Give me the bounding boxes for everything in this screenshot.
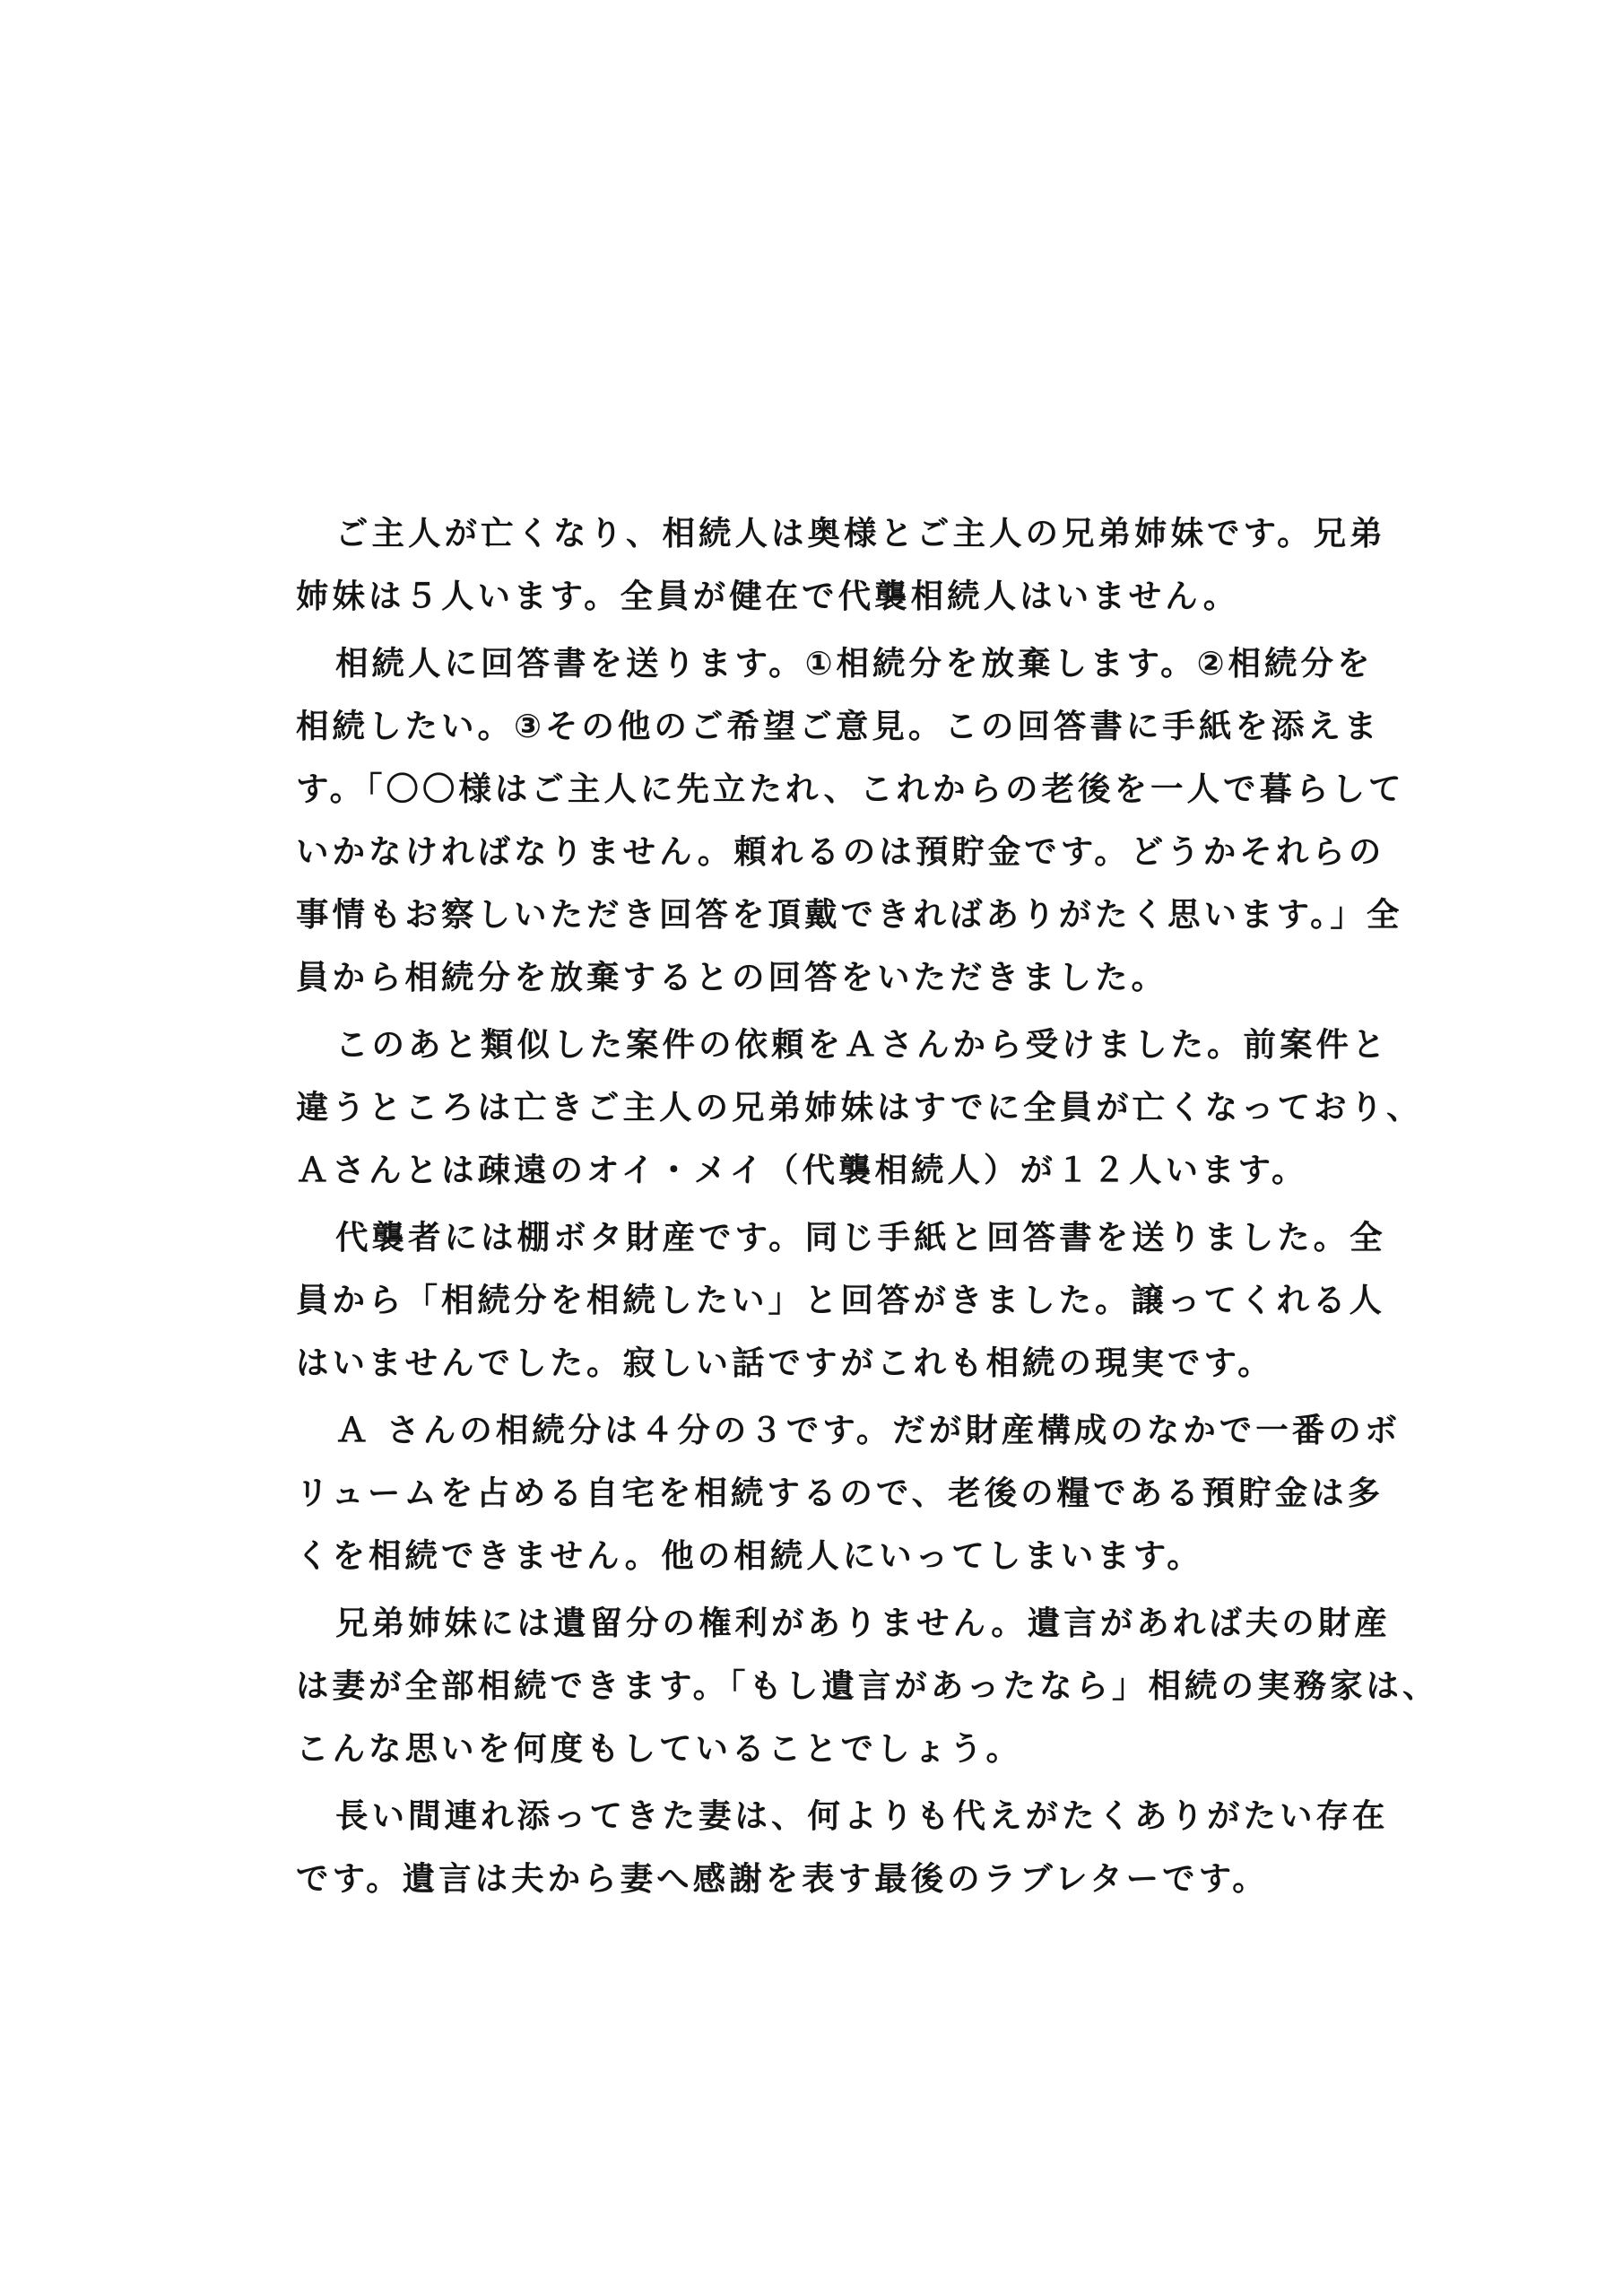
text-line: こんな思いを何度もしていることでしょう。	[296, 1729, 1022, 1768]
text-line: 相続したい。③その他のご希望ご意見。この回答書に手紙を添えま	[296, 707, 1381, 745]
text-line: ご主人が亡くなり、相続人は奥様とご主人の兄弟姉妹です。兄弟	[335, 514, 1386, 552]
text-line: です。遺言は夫から妻へ感謝を表す最後のラブレターです。	[296, 1859, 1269, 1898]
text-line: す。「〇〇様はご主人に先立たれ、これからの老後を一人で暮らして	[296, 770, 1405, 808]
text-line: 代襲者には棚ボタ財産です。同じ手紙と回答書を送りました。全	[335, 1218, 1386, 1257]
text-line: は妻が全部相続できます。「もし遺言があったなら」相続の実務家は、	[296, 1666, 1439, 1705]
text-line: 事情もお察しいただき回答を頂戴できればありがたく思います。」全	[296, 895, 1403, 934]
text-line: リュームを占める自宅を相続するので、老後の糧である預貯金は多	[296, 1474, 1384, 1512]
text-line: Ａ さんの相続分は４分の３です。だが財産構成のなかで一番のボ	[335, 1411, 1402, 1449]
text-line: 長い間連れ添ってきた妻は、何よりも代えがたくありがたい存在	[335, 1796, 1389, 1835]
text-line: 姉妹は５人います。全員が健在で代襲相続人はいません。	[296, 577, 1240, 615]
text-line: はいませんでした。寂しい話ですがこれも相続の現実です。	[296, 1344, 1274, 1382]
body-text	[296, 502, 1439, 1910]
text-line: 相続人に回答書を送ります。①相続分を放棄します。②相続分を	[335, 644, 1374, 683]
text-line: 違うところは亡きご主人の兄弟姉妹はすでに全員が亡くなっており、	[296, 1088, 1423, 1126]
text-line: 員から相続分を放棄するとの回答をいただきました。	[296, 958, 1167, 996]
text-line: くを相続できません。他の相続人にいってしまいます。	[296, 1536, 1203, 1575]
text-line: このあと類似した案件の依頼をＡさんから受けました。前案件と	[335, 1025, 1389, 1064]
text-line: Ａさんとは疎遠のオイ・メイ（代襲相続人）が１２人います。	[296, 1151, 1308, 1189]
text-line: いかなければなりません。頼れるのは預貯金です。どうかそれらの	[296, 832, 1385, 871]
text-line: 員から「相続分を相続したい」と回答がきました。譲ってくれる人	[296, 1281, 1385, 1319]
text-line: 兄弟姉妹には遺留分の権利がありません。遺言があれば夫の財産	[335, 1604, 1391, 1642]
